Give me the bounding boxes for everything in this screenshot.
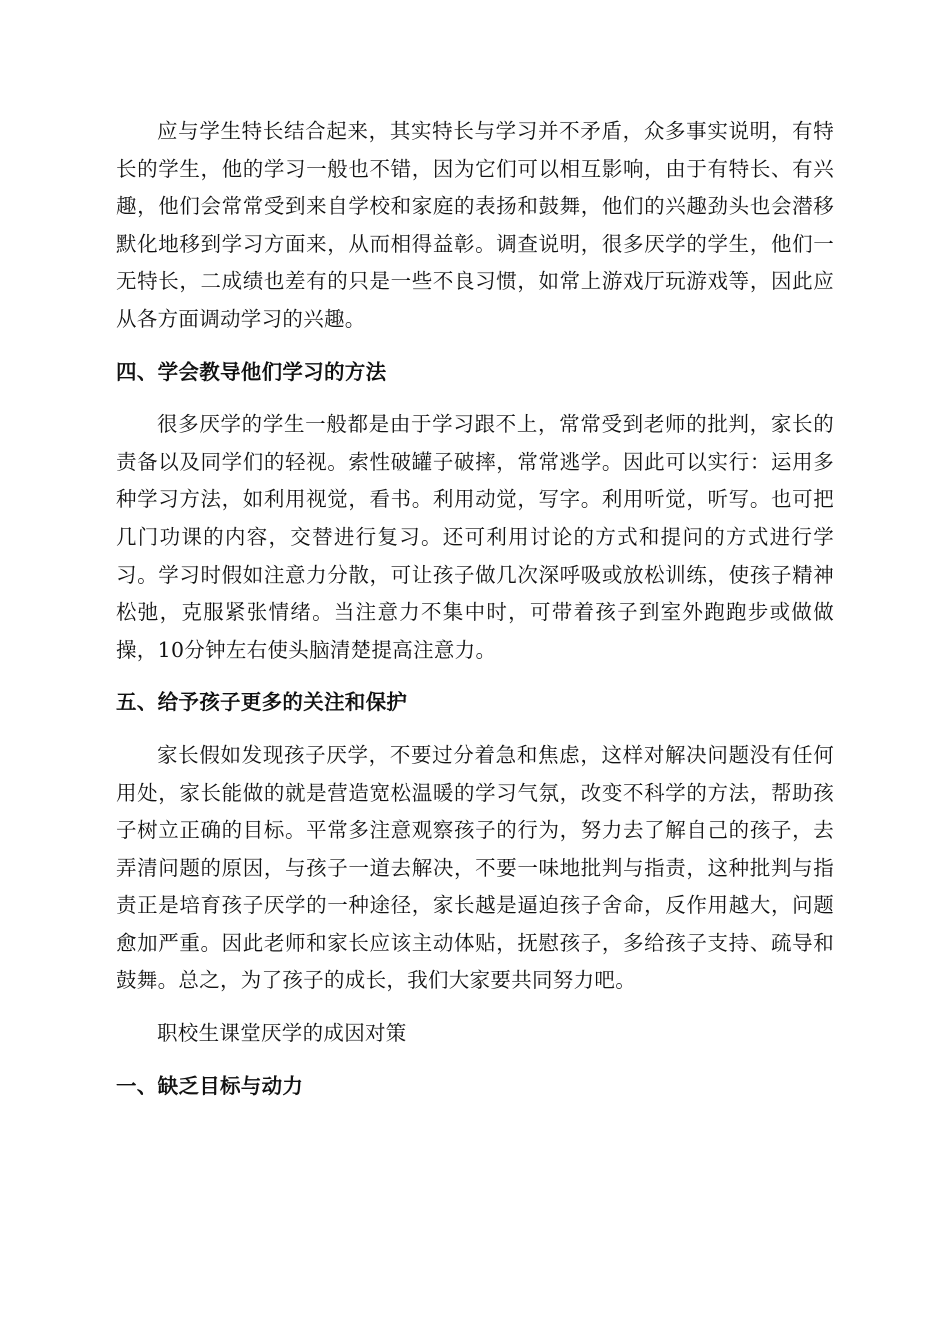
section-heading-5: 五、给予孩子更多的关注和保护	[116, 690, 408, 715]
document-page	[116, 113, 834, 1105]
paragraph-study-methods: 很多厌学的学生一般都是由于学习跟不上，常常受到老师的批判，家长的责备以及同学们的轻视。索性破罐子破摔，常常逃学。因此可以实行：运用多种学习方法，如利用视觉，看书。利用动觉，写字。利用听觉，听写。也可把几门功课的内容，交替进行复习。还可利用讨论的方式和提问的方式进行学习。学习时假如注意力分散，可让孩子做几次深呼吸或放松训练，使孩子精神松弛，克服紧张情绪。当注意力不集中时，可带着孩子到室外跑跑步或做做操，10分钟左右使头脑清楚提高注意力。	[116, 412, 834, 662]
paragraph-care-and-protection: 家长假如发现孩子厌学，不要过分着急和焦虑，这样对解决问题没有任何用处，家长能做的就是营造宽松温暖的学习气氛，改变不科学的方法，帮助孩子树立正确的目标。平常多注意观察孩子的行为，努力去了解自己的孩子，去弄清问题的原因，与孩子一道去解决，不要一味地批判与指责，这种批判与指责正是培育孩子厌学的一种途径，家长越是逼迫孩子舍命，反作用越大，问题愈加严重。因此老师和家长应该主动体贴，抚慰孩子，多给孩子支持、疏导和鼓舞。总之，为了孩子的成长，我们大家要共同努力吧。	[116, 742, 834, 993]
paragraph-subtitle: 职校生课堂厌学的成因对策	[157, 1021, 407, 1046]
paragraph-specialty-interest: 应与学生特长结合起来，其实特长与学习并不矛盾，众多事实说明，有特长的学生，他的学习一般也不错，因为它们可以相互影响，由于有特长、有兴趣，他们会常常受到来自学校和家庭的表扬和鼓舞，他们的兴趣劲头也会潜移默化地移到学习方面来，从而相得益彰。调查说明，很多厌学的学生，他们一无特长，二成绩也差有的只是一些不良习惯，如常上游戏厅玩游戏等，因此应从各方面调动学习的兴趣。	[116, 119, 834, 331]
section-heading-4: 四、学会教导他们学习的方法	[116, 359, 387, 384]
section-heading-1: 一、缺乏目标与动力	[116, 1073, 304, 1098]
